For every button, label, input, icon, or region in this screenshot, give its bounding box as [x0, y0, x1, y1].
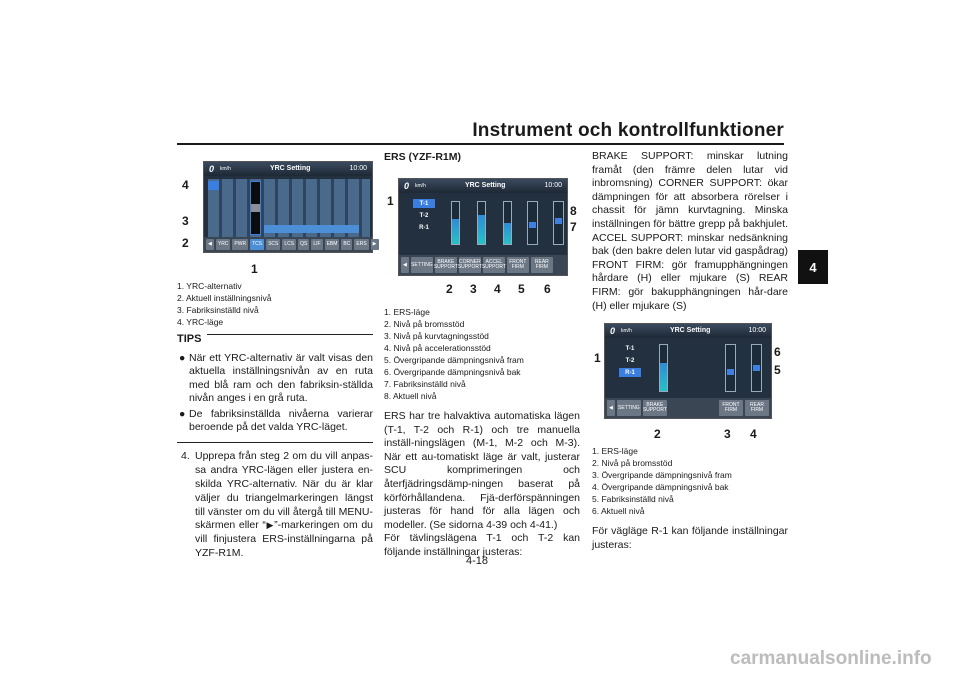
off-row — [264, 225, 359, 233]
legend-item: 6. Aktuell nivå — [592, 506, 645, 517]
tab-pwr[interactable]: PWR — [232, 239, 248, 250]
screen-status-bar — [399, 179, 567, 193]
callout-4: 4 — [750, 427, 757, 442]
yrc-grid — [208, 179, 370, 237]
accel-support-bar — [503, 201, 512, 245]
column-2 — [384, 150, 580, 560]
legend-item: 6. Övergripande dämpningsnivå bak — [384, 367, 521, 377]
chapter-tab: 4 — [798, 250, 828, 284]
rear-firm-button[interactable]: REAR FIRM — [531, 257, 553, 273]
speed-readout: 0 — [610, 326, 616, 337]
brake-support-button[interactable]: BRAKE SUPPORT — [435, 257, 457, 273]
tab-scs[interactable]: SCS — [266, 239, 280, 250]
legend-item: 4. Nivå på accelerationsstöd — [384, 343, 491, 353]
back-arrow-icon[interactable]: ◀ — [401, 257, 409, 273]
legend-item: 5. Övergripande dämpningsnivå fram — [384, 355, 524, 365]
tab-tcs[interactable]: TCS — [250, 239, 264, 250]
legend-item: 8. Aktuell nivå — [384, 391, 437, 401]
legend-item: 2. Aktuell inställningsnivå — [177, 293, 272, 303]
callout-2: 2 — [654, 427, 661, 442]
column-1 — [177, 150, 377, 561]
callout-2: 2 — [182, 236, 189, 250]
tips-box — [177, 334, 373, 443]
bullet-icon: ● — [179, 352, 186, 364]
section-heading: ERS (YZF-R1M) — [384, 151, 461, 163]
road-mode-paragraph: För vägläge R-1 kan följande inställningar justeras: — [592, 525, 788, 551]
callout-5: 5 — [518, 282, 525, 296]
screen-title: YRC Setting — [669, 327, 711, 335]
step-number: 4. — [181, 450, 190, 463]
tab-ers[interactable]: ERS — [354, 239, 368, 250]
brake-support-bar — [659, 344, 668, 392]
tab-lif[interactable]: LIF — [311, 239, 322, 250]
callout-4: 4 — [182, 178, 189, 192]
mode-t2[interactable]: T-2 — [419, 212, 429, 219]
tab-qs[interactable]: QS — [298, 239, 309, 250]
legend-item: 1. ERS-läge — [384, 307, 430, 317]
tips-item — [177, 352, 373, 406]
mode-t1[interactable]: T-1 — [625, 345, 635, 352]
brake-support-button[interactable]: BRAKE SUPPORT — [643, 400, 667, 416]
speed-unit: km/h — [621, 328, 632, 335]
screen-title: YRC Setting — [269, 165, 311, 172]
callout-1: 1 — [251, 262, 258, 276]
step-4 — [177, 450, 373, 560]
title-rule — [177, 143, 784, 145]
tips-label: TIPS — [177, 332, 207, 346]
callout-4: 4 — [494, 282, 501, 296]
step-text — [195, 450, 373, 560]
legend-item: 1. ERS-läge — [592, 446, 638, 457]
front-firm-button[interactable]: FRONT FIRM — [719, 400, 743, 416]
rear-firm-button[interactable]: REAR FIRM — [745, 400, 769, 416]
ers-road-button-bar — [605, 398, 771, 418]
speed-readout: 0 — [404, 181, 410, 191]
step-text-post: ”-markeringen om du vill finjustera ERS-inställningarna på YZF-R1M. — [195, 519, 374, 560]
callout-3: 3 — [182, 214, 189, 228]
front-firm-button[interactable]: FRONT FIRM — [507, 257, 529, 273]
legend-item: 3. Nivå på kurvtagningsstöd — [384, 331, 489, 341]
setting-button[interactable]: SETTING — [617, 400, 641, 416]
legend-item: 5. Fabriksinställd nivå — [592, 494, 674, 505]
callout-1: 1 — [387, 194, 394, 208]
corner-support-bar — [477, 201, 486, 245]
play-icon: ▶ — [265, 520, 275, 531]
mode-r1[interactable]: R-1 — [619, 368, 641, 377]
callout-2: 2 — [446, 282, 453, 296]
forward-arrow-icon[interactable]: ▶ — [371, 239, 379, 250]
screen-title: YRC Setting — [464, 182, 506, 189]
back-arrow-icon[interactable]: ◀ — [206, 239, 214, 250]
tips-text: När ett YRC-alternativ är valt visas den aktuella inställningsnivån av en ruta med blå ram och den fabriksin-ställda nivån anges i en grå ruta. — [189, 352, 373, 405]
back-arrow-icon[interactable]: ◀ — [607, 400, 615, 416]
front-firm-slider — [725, 344, 736, 392]
legend-item: 1. YRC-alternativ — [177, 281, 242, 291]
legend-item: 3. Fabriksinställd nivå — [177, 305, 259, 315]
speed-unit: km/h — [415, 183, 426, 189]
legend-item: 2. Nivå på bromsstöd — [384, 319, 465, 329]
callout-3: 3 — [470, 282, 477, 296]
ers-legend — [384, 306, 580, 402]
mode-t2[interactable]: T-2 — [625, 357, 635, 364]
tab-lcs[interactable]: LCS — [282, 239, 296, 250]
speed-unit: km/h — [220, 166, 231, 172]
callout-6: 6 — [544, 282, 551, 296]
ers-road-legend — [592, 445, 788, 517]
step-text-pre: Upprepa från steg 2 om du vill anpas-sa andra YRC-lägen eller justera en-skilda YRC-alternativ. När du är klar väljer du triangelmarkeringen längst till vänster om du vill återgå till MENU-skärmen eller “ — [195, 450, 373, 532]
speed-readout: 0 — [209, 164, 215, 174]
tab-ebm[interactable]: EBM — [325, 239, 340, 250]
accel-support-button[interactable]: ACCEL SUPPORT — [483, 257, 505, 273]
callout-3: 3 — [724, 427, 731, 442]
mode-t1[interactable]: T-1 — [413, 199, 435, 208]
clock: 10:00 — [349, 165, 367, 172]
legend-item: 2. Nivå på bromsstöd — [592, 458, 673, 469]
ers-paragraph-2: För tävlingslägena T-1 och T-2 kan följande inställningar justeras: — [384, 532, 580, 558]
tips-item — [177, 408, 373, 435]
yrc-figure — [177, 150, 377, 278]
callout-8: 8 — [570, 204, 577, 218]
tab-bc[interactable]: BC — [341, 239, 352, 250]
watermark: carmanualsonline.info — [730, 648, 932, 669]
ers-road-screen — [604, 323, 772, 419]
mode-a-cell — [208, 181, 219, 190]
callout-5: 5 — [774, 363, 781, 378]
setting-button[interactable]: SETTING — [411, 257, 433, 273]
page-title: Instrument och kontrollfunktioner — [472, 120, 784, 141]
ers-figure — [384, 170, 580, 300]
legend-item: 4. Övergripande dämpningsnivå bak — [592, 482, 729, 493]
rear-firm-slider — [553, 201, 564, 245]
ers-road-figure — [592, 323, 788, 445]
screen-status-bar — [204, 162, 372, 176]
support-description: BRAKE SUPPORT: minskar lutning framåt (den främre delen lutar vid inbromsning) CORNER SUPPORT: ökar dämpningen för att absorbera rörelser i chassit för jämn kurvtagning. Minska inställningen för bättre grepp på bakhjulet. ACCEL SUPPORT: minskar nedsänkning bak (den bakre delen lutar vid gaspådrag) FRONT FIRM: gör framupphängningen hårdare (H) eller mjukare (S) REAR FIRM: gör bakupphängningen hår-dare (H) eller mjukare (S) — [592, 150, 788, 312]
ers-button-bar — [399, 255, 567, 275]
ers-mode-list — [413, 199, 435, 235]
mode-r1[interactable]: R-1 — [419, 224, 429, 231]
ers-screen — [398, 178, 568, 276]
yrc-legend — [177, 280, 373, 328]
legend-item: 7. Fabriksinställd nivå — [384, 379, 466, 389]
yrc-screen — [203, 161, 377, 253]
legend-item: 4. YRC-läge — [177, 317, 224, 327]
screen-status-bar — [605, 324, 771, 338]
callout-1: 1 — [594, 351, 601, 366]
column-3 — [592, 150, 788, 552]
clock: 10:00 — [544, 182, 562, 189]
rear-firm-slider — [751, 344, 762, 392]
callout-6: 6 — [774, 345, 781, 360]
corner-support-button[interactable]: CORNER SUPPORT — [459, 257, 481, 273]
legend-item: 3. Övergripande dämpningsnivå fram — [592, 470, 732, 481]
yrc-tab-bar — [204, 237, 377, 252]
tips-text: De fabriksinställda nivåerna varierar beroende på det valda YRC-läget. — [189, 407, 373, 434]
ers-paragraph: ERS har tre halvaktiva automatiska lägen (T-1, T-2 och R-1) och tre manuella inställ-ningslägen (M-1, M-2 och M-3). När ett au-tomatiskt läge är valt, justerar SCU komprimeringen och återfjädringsdämp-ningen baserat på körförhållandena. Fjä-derförspänningen justeras för hand för alla lägen och modeller. (Se sidorna 4-39 och 4-41.) — [384, 410, 580, 531]
callout-7: 7 — [570, 220, 577, 234]
tab-yrc[interactable]: YRC — [216, 239, 231, 250]
clock: 10:00 — [748, 327, 766, 335]
ers-mode-list — [619, 344, 641, 380]
factory-level-cell — [251, 204, 260, 212]
brake-support-bar — [451, 201, 460, 245]
front-firm-slider — [527, 201, 538, 245]
bullet-icon: ● — [179, 407, 186, 420]
page-number: 4-18 — [466, 555, 489, 567]
